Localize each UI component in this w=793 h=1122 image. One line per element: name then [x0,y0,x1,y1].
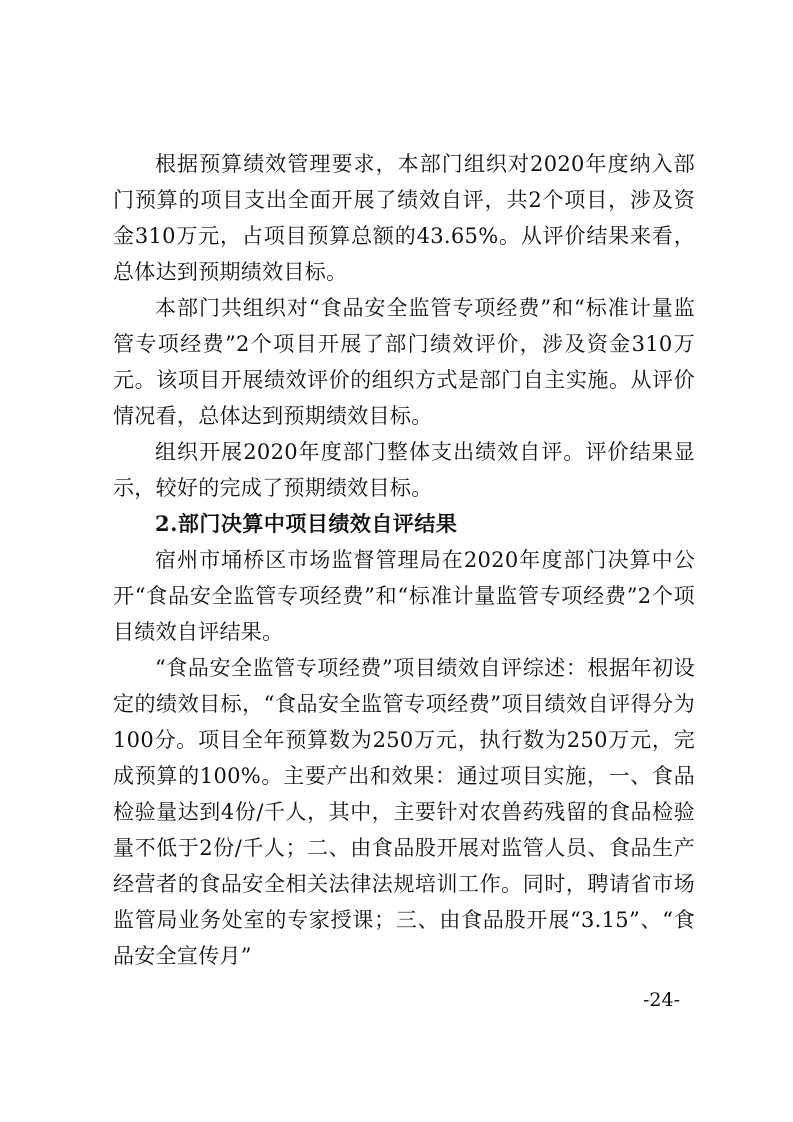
paragraph-project-evaluation: 本部门共组织对“食品安全监管专项经费”和“标准计量监管专项经费”2个项目开展了部门绩效评价，涉及资金310万元。该项目开展绩效评价的组织方式是部门自主实施。从评价情况看，总体达到预期绩效目标。 [113,296,695,428]
section-heading: 2.部门决算中项目绩效自评结果 [155,511,458,536]
page-number: -24- [643,989,681,1011]
paragraph-public-disclosure: 宿州市埇桥区市场监督管理局在2020年度部门决算中公开“食品安全监管专项经费”和“标准计量监管专项经费”2个项目绩效自评结果。 [113,548,695,644]
paragraph-overall-evaluation: 组织开展2020年度部门整体支出绩效自评。评价结果显示，较好的完成了预期绩效目标。 [113,440,695,500]
document-body [113,146,695,974]
paragraph-food-safety-review: “食品安全监管专项经费”项目绩效自评综述：根据年初设定的绩效目标，“食品安全监管专项经费”项目绩效自评得分为100分。项目全年预算数为250万元，执行数为250万元，完成预算的100%。主要产出和效果：通过项目实施，一、食品检验量达到4份/千人，其中，主要针对农兽药残留的食品检验量不低于2份/千人；二、由食品股开展对监管人员、食品生产经营者的食品安全相关法律法规培训工作。同时，聘请省市场监管局业务处室的专家授课；三、由食品股开展“3.15”、“食品安全宣传月” [113,656,695,968]
paragraph-evaluation-summary: 根据预算绩效管理要求，本部门组织对2020年度纳入部门预算的项目支出全面开展了绩效自评，共2个项目，涉及资金310万元，占项目预算总额的43.65%。从评价结果来看，总体达到预期绩效目标。 [113,152,695,284]
